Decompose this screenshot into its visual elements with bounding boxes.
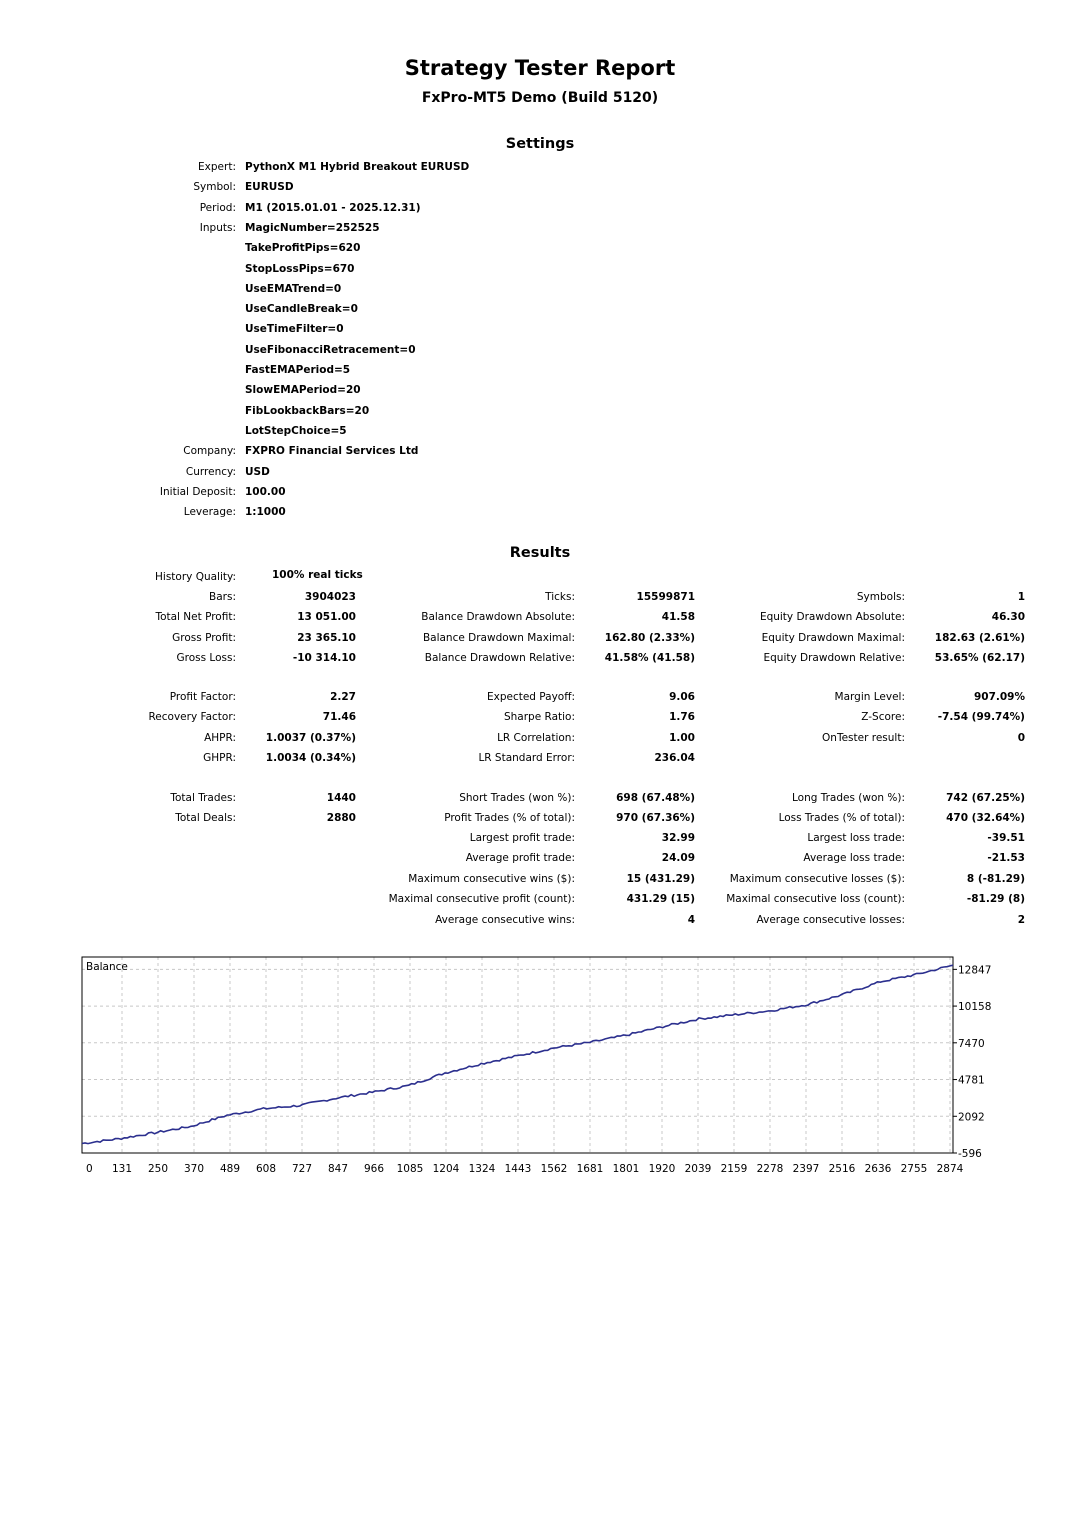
results-value: 742 (67.25%) (946, 792, 1025, 804)
results-row (0, 711, 1080, 731)
results-value: 970 (67.36%) (616, 812, 695, 824)
x-tick-label: 847 (327, 1163, 349, 1175)
results-row (0, 792, 1080, 812)
history-quality-value: 100% real ticks (272, 569, 363, 581)
settings-value: 1:1000 (245, 506, 286, 519)
results-value: 1.0037 (0.37%) (265, 732, 356, 744)
results-label: Equity Drawdown Relative: (763, 652, 905, 664)
results-value: -21.53 (987, 852, 1025, 864)
settings-row (0, 425, 1080, 445)
x-axis-ticks (86, 1163, 964, 1175)
settings-value: SlowEMAPeriod=20 (245, 384, 361, 397)
results-label: Short Trades (won %): (459, 792, 575, 804)
results-label: Sharpe Ratio: (503, 711, 575, 723)
x-tick-label: 1562 (540, 1163, 568, 1175)
settings-row (0, 364, 1080, 384)
x-tick-label: 2159 (720, 1163, 748, 1175)
settings-row (0, 222, 1080, 242)
x-tick-label: 1324 (468, 1163, 496, 1175)
settings-label: Leverage: (183, 506, 236, 519)
x-tick-label: 2397 (792, 1163, 820, 1175)
chart-legend: Balance (86, 961, 128, 973)
results-heading: Results (509, 545, 571, 561)
settings-label: Expert: (198, 161, 236, 173)
results-label: AHPR: (204, 732, 236, 744)
results-row (0, 611, 1080, 631)
results-label: Balance Drawdown Absolute: (421, 611, 575, 623)
settings-row (0, 506, 1080, 526)
settings-value: UseEMATrend=0 (245, 282, 342, 295)
results-label: Profit Factor: (169, 691, 236, 703)
results-value: 1.76 (669, 711, 695, 723)
y-tick-label: 10158 (958, 1001, 992, 1014)
settings-value: UseFibonacciRetracement=0 (245, 343, 416, 356)
settings-row (0, 384, 1080, 404)
results-value: 431.29 (15) (626, 893, 695, 905)
x-tick-label: 2516 (828, 1163, 856, 1175)
settings-row (0, 263, 1080, 283)
results-row (0, 652, 1080, 672)
results-label: Average consecutive losses: (756, 914, 905, 926)
results-label: Margin Level: (834, 691, 905, 703)
results-value: 15 (431.29) (626, 873, 695, 885)
balance-chart (0, 950, 1080, 1190)
results-value: 1.0034 (0.34%) (265, 752, 356, 764)
results-label: Balance Drawdown Maximal: (422, 632, 575, 644)
x-tick-label: 1443 (504, 1163, 532, 1175)
results-row (0, 591, 1080, 611)
settings-row (0, 242, 1080, 262)
results-label: Symbols: (856, 591, 905, 603)
results-label: Profit Trades (% of total): (444, 812, 575, 824)
x-tick-label: 1085 (396, 1163, 424, 1175)
results-value: 41.58 (661, 611, 695, 623)
results-value: 1.00 (669, 732, 695, 744)
results-value: 71.46 (322, 711, 356, 723)
results-label: Average profit trade: (465, 852, 575, 864)
results-label: Equity Drawdown Absolute: (759, 611, 905, 623)
results-label: Long Trades (won %): (791, 792, 905, 804)
results-label: Largest profit trade: (469, 832, 575, 844)
results-value: 162.80 (2.33%) (604, 632, 695, 644)
settings-label: Symbol: (193, 181, 236, 194)
x-tick-label: 2755 (900, 1163, 928, 1175)
settings-value: M1 (2015.01.01 - 2025.12.31) (245, 201, 421, 214)
settings-row (0, 344, 1080, 364)
x-tick-label: 131 (111, 1163, 133, 1175)
x-tick-label: 1204 (432, 1163, 460, 1175)
settings-value: EURUSD (245, 181, 294, 194)
x-tick-label: 250 (147, 1163, 169, 1175)
x-tick-label: 1920 (648, 1163, 676, 1175)
results-value: 2 (1017, 914, 1025, 926)
results-label: Expected Payoff: (486, 691, 575, 703)
results-label: Largest loss trade: (807, 832, 905, 844)
x-tick-label: 2636 (864, 1163, 892, 1175)
settings-row (0, 486, 1080, 506)
results-row (0, 852, 1080, 872)
results-value: 1440 (326, 792, 356, 804)
settings-row (0, 181, 1080, 201)
settings-value: USD (245, 465, 270, 478)
results-value: -81.29 (8) (966, 893, 1025, 905)
results-row (0, 732, 1080, 752)
results-label: LR Correlation: (497, 732, 575, 744)
settings-heading: Settings (505, 136, 575, 152)
x-tick-label: 2874 (936, 1163, 964, 1175)
results-value: 53.65% (62.17) (934, 652, 1025, 664)
results-value: 470 (32.64%) (946, 812, 1025, 824)
results-label: Maximum consecutive wins ($): (408, 873, 575, 885)
results-label: Total Trades: (170, 792, 236, 804)
results-value: 9.06 (669, 691, 695, 703)
x-tick-label: 966 (363, 1163, 385, 1175)
results-value: 13 051.00 (297, 611, 356, 623)
x-tick-label: 1681 (576, 1163, 604, 1175)
results-label: GHPR: (203, 752, 236, 764)
results-value: 46.30 (991, 611, 1025, 623)
results-value: 23 365.10 (297, 632, 356, 644)
results-label: Balance Drawdown Relative: (424, 652, 575, 664)
results-label: Maximal consecutive loss (count): (726, 893, 905, 905)
results-row (0, 812, 1080, 832)
results-label: Total Net Profit: (155, 611, 236, 623)
results-row (0, 914, 1080, 934)
settings-value: PythonX M1 Hybrid Breakout EURUSD (245, 161, 470, 173)
results-value: 907.09% (973, 691, 1025, 703)
results-row (0, 873, 1080, 893)
results-row (0, 832, 1080, 852)
x-tick-label: 370 (183, 1163, 205, 1175)
results-label: Maximum consecutive losses ($): (729, 873, 905, 885)
results-label: Ticks: (545, 591, 575, 603)
report-subtitle: FxPro-MT5 Demo (Build 5120) (421, 90, 659, 106)
settings-row (0, 466, 1080, 486)
settings-row (0, 161, 1080, 181)
results-value: 182.63 (2.61%) (934, 632, 1025, 644)
results-label: Total Deals: (175, 812, 236, 824)
settings-row (0, 303, 1080, 323)
settings-value: StopLossPips=670 (245, 262, 355, 275)
results-label: Gross Loss: (176, 652, 236, 664)
results-value: -7.54 (99.74%) (937, 711, 1025, 723)
results-value: 8 (-81.29) (966, 873, 1025, 885)
settings-value: 100.00 (245, 485, 286, 498)
y-tick-label: 4781 (958, 1074, 985, 1087)
settings-value: UseTimeFilter=0 (245, 323, 344, 336)
x-tick-label: 0 (86, 1163, 93, 1175)
x-tick-label: 489 (219, 1163, 241, 1175)
results-label: Loss Trades (% of total): (778, 812, 905, 824)
settings-value: LotStepChoice=5 (245, 424, 347, 437)
results-label: LR Standard Error: (478, 752, 575, 764)
results-value: 2.27 (330, 691, 356, 703)
settings-row (0, 323, 1080, 343)
results-value: 32.99 (661, 832, 695, 844)
results-value: 3904023 (304, 591, 356, 603)
settings-row (0, 202, 1080, 222)
x-tick-label: 727 (291, 1163, 313, 1175)
results-label: Z-Score: (861, 711, 905, 723)
results-label: OnTester result: (822, 732, 905, 744)
y-tick-label: -596 (958, 1148, 982, 1160)
settings-row (0, 405, 1080, 425)
results-value: 15599871 (636, 591, 695, 603)
results-row (0, 691, 1080, 711)
settings-label: Period: (199, 201, 236, 214)
y-tick-label: 2092 (958, 1111, 985, 1124)
x-tick-label: 2039 (684, 1163, 712, 1175)
results-row (0, 752, 1080, 772)
settings-value: FXPRO Financial Services Ltd (245, 445, 419, 458)
results-label: Average loss trade: (803, 852, 905, 864)
results-value: 24.09 (661, 852, 695, 864)
y-axis-ticks (953, 964, 991, 1160)
settings-label: Company: (183, 445, 236, 458)
y-tick-label: 7470 (958, 1037, 985, 1050)
results-value: 698 (67.48%) (616, 792, 695, 804)
results-row (0, 893, 1080, 913)
x-tick-label: 2278 (756, 1163, 784, 1175)
results-label: Bars: (209, 591, 236, 603)
results-value: -10 314.10 (292, 652, 356, 664)
x-tick-label: 608 (255, 1163, 277, 1175)
results-value: 41.58% (41.58) (604, 652, 695, 664)
settings-value: UseCandleBreak=0 (245, 303, 358, 316)
results-value: 236.04 (654, 752, 695, 764)
results-row (0, 632, 1080, 652)
results-label: Gross Profit: (172, 632, 236, 644)
settings-value: MagicNumber=252525 (245, 221, 380, 234)
results-value: 1 (1017, 591, 1025, 603)
results-label: Average consecutive wins: (435, 914, 575, 926)
settings-label: Initial Deposit: (159, 485, 236, 498)
settings-value: FibLookbackBars=20 (245, 404, 370, 417)
y-tick-label: 12847 (958, 964, 992, 977)
settings-label: Inputs: (199, 221, 236, 234)
results-value: 2880 (326, 812, 356, 824)
results-value: 0 (1017, 732, 1025, 744)
results-value: -39.51 (987, 832, 1025, 844)
history-quality-label: History Quality: (155, 571, 236, 583)
settings-value: FastEMAPeriod=5 (245, 364, 351, 376)
settings-label: Currency: (185, 465, 236, 478)
results-value: 4 (687, 914, 695, 926)
report-title: Strategy Tester Report (404, 56, 676, 80)
x-tick-label: 1801 (612, 1163, 640, 1175)
settings-row (0, 283, 1080, 303)
results-label: Maximal consecutive profit (count): (388, 893, 575, 905)
settings-value: TakeProfitPips=620 (245, 242, 361, 255)
results-label: Equity Drawdown Maximal: (761, 632, 905, 644)
results-label: Recovery Factor: (148, 711, 236, 723)
settings-row (0, 445, 1080, 465)
